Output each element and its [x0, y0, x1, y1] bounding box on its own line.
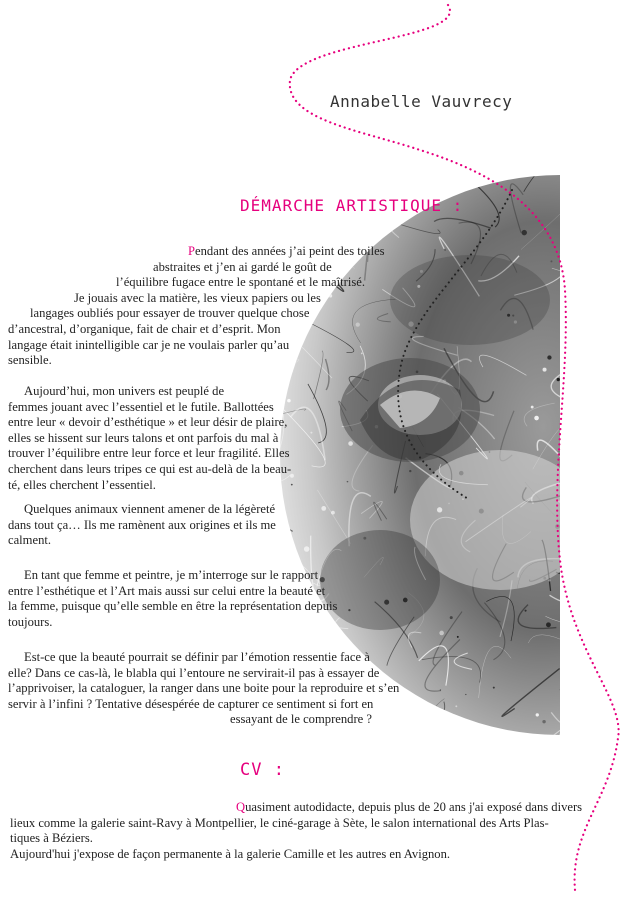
line-text: Je jouais avec la matière, les vieux papiers ou les: [74, 290, 321, 305]
line-text: la femme, puisque qu’elle semble en être la représentation depuis: [8, 599, 338, 614]
line-text: trouver l’équilibre entre leur force et leur fragilité. Elles: [8, 446, 290, 461]
text-line: [8, 502, 368, 518]
text-line: [8, 681, 428, 697]
text-line: [8, 478, 368, 494]
line-text: Quelques animaux viennent amener de la légèreté: [24, 502, 276, 516]
line-text: toujours.: [8, 614, 53, 629]
line-text: elle? Dans ce cas-là, le blabla qui l’entoure ne servirait-il pas à essayer de: [8, 665, 380, 680]
demarche-paragraph: [8, 384, 368, 493]
line-text: uasiment autodidacte, depuis plus de 20 ans j'ai exposé dans divers: [245, 800, 583, 814]
initial-letter: P: [188, 244, 196, 258]
demarche-paragraph: [8, 502, 368, 549]
line-text: l’apprivoiser, la cataloguer, la ranger dans une boite pour la reproduire et s’en: [8, 681, 400, 696]
line-text: dans tout ça… Ils me ramènent aux origines et ils me: [8, 517, 276, 532]
text-line: [8, 384, 368, 400]
line-text: abstraites et j’en ai gardé le goût de: [153, 259, 332, 274]
line-text: Aujourd'hui j'expose de façon permanente à la galerie Camille et les autres en Avignon.: [10, 846, 451, 861]
line-text: entre l’esthétique et l’Art mais aussi sur celui entre la beauté et: [8, 583, 326, 598]
text-line: [8, 291, 368, 307]
line-text: d’ancestral, d’organique, fait de chair et d’esprit. Mon: [8, 321, 281, 336]
cv-paragraph: [10, 800, 610, 862]
text-line: [8, 650, 428, 666]
line-text: Est-ce que la beauté pourrait se définir par l’émotion ressentie face à: [24, 650, 370, 664]
text-line: [8, 446, 368, 462]
text-line: [8, 666, 428, 682]
text-line: [8, 533, 368, 549]
section-title-cv: CV :: [240, 760, 285, 780]
line-text: calment.: [8, 533, 52, 548]
text-line: [8, 338, 368, 354]
demarche-paragraph: [8, 244, 385, 369]
text-line: [8, 275, 368, 291]
line-text: té, elles cherchent l’essentiel.: [8, 477, 156, 492]
line-text: essayant de le comprendre ?: [230, 712, 372, 727]
text-line: [10, 816, 610, 832]
text-line: [8, 431, 368, 447]
text-line: [8, 518, 368, 534]
text-line: [8, 415, 368, 431]
line-text: En tant que femme et peintre, je m’interroge sur le rapport: [24, 568, 319, 582]
line-text: entre leur « devoir d’esthétique » et leur désir de plaire,: [8, 415, 288, 430]
text-line: [8, 697, 428, 713]
text-line: [8, 599, 368, 615]
section-title-demarche: DÉMARCHE ARTISTIQUE :: [240, 196, 464, 215]
line-text: Aujourd’hui, mon univers est peuplé de: [24, 384, 225, 398]
line-text: langage était inintelligible car je ne voulais parler qu’au: [8, 337, 290, 352]
text-line: [10, 800, 610, 816]
line-text: femmes jouant avec l’essentiel et le futile. Ballottées: [8, 399, 274, 414]
line-text: langages oubliés pour essayer de trouver quelque chose: [30, 306, 310, 321]
text-line: [8, 322, 368, 338]
text-line: [8, 712, 428, 728]
text-line: [10, 847, 610, 863]
text-line: [8, 462, 368, 478]
demarche-paragraph: [8, 568, 368, 630]
line-text: cherchent dans leurs tripes ce qui est au-delà de la beau-: [8, 461, 292, 476]
initial-letter: Q: [236, 800, 246, 814]
line-text: lieux comme la galerie saint-Ravy à Montpellier, le ciné-garage à Sète, le salon international des Arts Plas-: [10, 815, 549, 830]
line-text: elles se hissent sur leurs talons et ont parfois du mal à: [8, 430, 279, 445]
line-text: endant des années j’ai peint des toiles: [195, 244, 385, 258]
text-line: [8, 568, 368, 584]
text-line: [8, 353, 368, 369]
text-line: [8, 615, 368, 631]
line-text: sensible.: [8, 353, 52, 368]
text-line: [8, 306, 368, 322]
text-line: [8, 244, 385, 260]
text-line: [8, 400, 368, 416]
line-text: l’équilibre fugace entre le spontané et le maîtrisé.: [116, 275, 365, 290]
text-line: [8, 260, 368, 276]
line-text: tiques à Béziers.: [10, 831, 93, 846]
text-line: [8, 584, 368, 600]
demarche-paragraph: [8, 650, 428, 728]
line-text: servir à l’infini ? Tentative désespérée de capturer ce sentiment si fort en: [8, 696, 374, 711]
text-line: [10, 831, 610, 847]
author-name: Annabelle Vauvrecy: [330, 92, 513, 111]
